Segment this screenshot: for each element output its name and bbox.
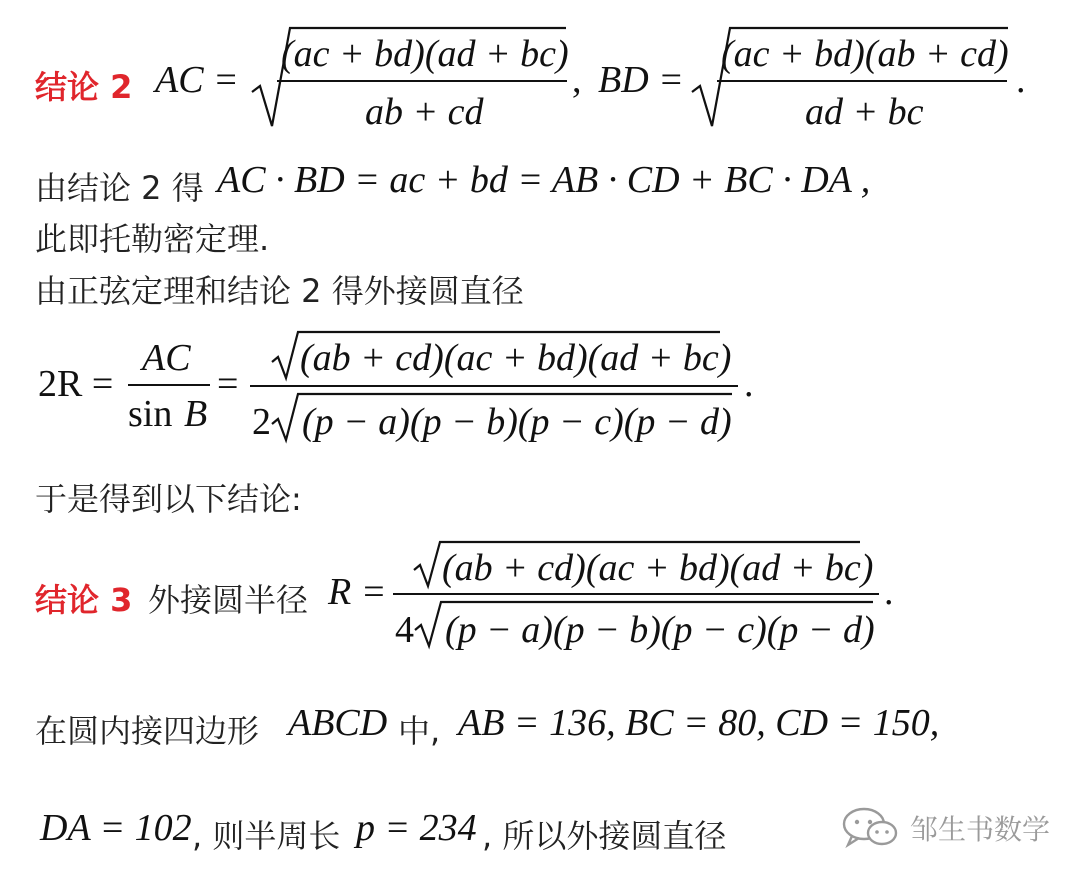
example-mid: 中, (398, 712, 441, 750)
ac-lhs: AC = (155, 59, 239, 101)
semiperimeter-text: , 则半周长 (192, 817, 341, 855)
watermark-text: 邹生书数学 (910, 813, 1051, 846)
conclusion-2-label: 结论 2 (35, 68, 133, 106)
da-value: DA = 102 (40, 807, 192, 849)
period: . (1016, 59, 1026, 101)
circumradius-text: 外接圆半径 (148, 581, 309, 619)
bd-denominator: ad + bc (805, 91, 924, 133)
ac-denominator: ab + cd (365, 91, 484, 133)
bd-fraction-bar (717, 80, 1007, 82)
sinb-fraction-bar (128, 384, 210, 386)
bd-numerator: (ac + bd)(ab + cd) (721, 33, 1009, 75)
diameter-text: , 所以外接圆直径 (482, 817, 727, 855)
2r-equals: = (217, 363, 239, 405)
side-lengths: AB = 136, BC = 80, CD = 150, (458, 702, 940, 744)
conclusion-intro-text: 于是得到以下结论: (35, 480, 302, 518)
ac-numerator: (ac + bd)(ad + bc) (281, 33, 569, 75)
separator-comma: , (572, 59, 582, 101)
p-value: p = 234 (356, 807, 477, 849)
line1-prefix: 由结论 2 得 (35, 169, 204, 207)
wechat-icon (842, 806, 900, 850)
r-den-coef: 4 (395, 609, 414, 651)
sin-fn: sin (128, 393, 173, 435)
quad-name: ABCD (288, 702, 388, 744)
r-denominator: (p − a)(p − b)(p − c)(p − d) (445, 609, 875, 651)
r-period: . (884, 571, 894, 613)
frac-ac: AC (142, 337, 191, 379)
2r-lhs: 2R = (38, 363, 114, 405)
ptolemy-formula: AC · BD = ac + bd = AB · CD + BC · DA , (217, 159, 871, 201)
bd-lhs: BD = (598, 59, 684, 101)
2r-fraction-bar (250, 385, 738, 387)
sin-var: B (184, 393, 208, 435)
r-lhs: R = (328, 571, 387, 613)
2r-denominator: (p − a)(p − b)(p − c)(p − d) (302, 401, 732, 443)
ptolemy-theorem-text: 此即托勒密定理. (35, 220, 270, 258)
2r-numerator: (ab + cd)(ac + bd)(ad + bc) (300, 337, 732, 379)
r-numerator: (ab + cd)(ac + bd)(ad + bc) (442, 547, 874, 589)
conclusion-3-label: 结论 3 (35, 581, 133, 619)
r-fraction-bar (393, 593, 879, 595)
example-prefix: 在圆内接四边形 (35, 712, 260, 750)
sine-law-text: 由正弦定理和结论 2 得外接圆直径 (35, 272, 524, 310)
ac-fraction-bar (277, 80, 567, 82)
2r-period: . (744, 363, 754, 405)
2r-den-coef: 2 (252, 401, 271, 443)
